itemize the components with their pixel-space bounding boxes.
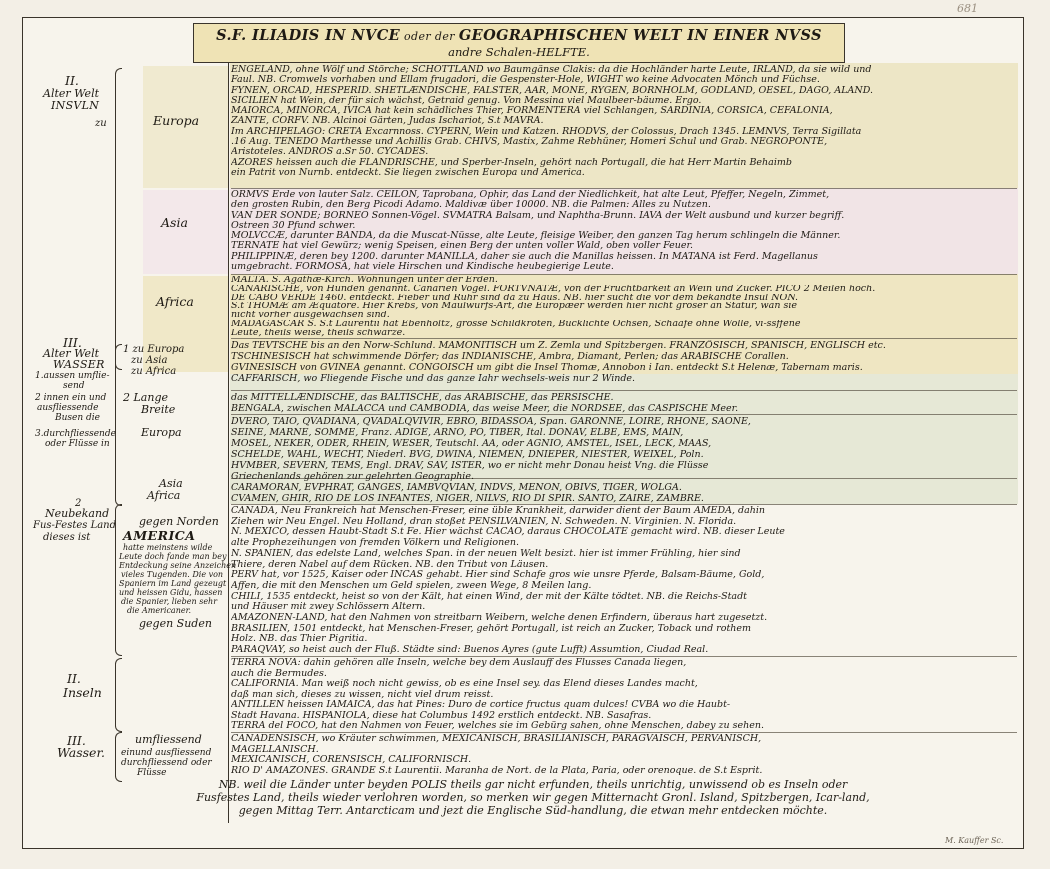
label-w-fl-africa: Africa xyxy=(147,489,181,502)
separator xyxy=(231,390,1017,391)
label-inseln-2: INSVLN xyxy=(51,99,100,112)
table-row: Im ARCHIPELAGO: CRETA Excarnnoss. CYPERN, Wein und Katzen. RHODVS, der Colossus, Drach 1345. LEMNVS, Terra Sigillata xyxy=(231,126,862,137)
table-row: HVMBER, SEVERN, TEMS, Engl. DRAV, SAV, ISTER, wo er nicht mehr Donau heist Vng. die Flüsse xyxy=(231,460,709,471)
title-part-3: GEOGRAPHISCHEN WELT IN EINER NVSS xyxy=(458,27,822,44)
table-row: PERV hat, vor 1525, Kaiser oder INCAS gehabt. Hier sind Schafe gros wie unsre Pferde, Balsam-Bäume, Gold, xyxy=(231,570,765,581)
label-am-2: Leute doch fande man bey xyxy=(119,552,227,561)
table-row: PARAQVAY, so heist auch der Fluß. Städte sind: Buenos Ayres (gute Lufft) Assumtion, Ciudad Real. xyxy=(231,645,709,656)
table-row: das MITTELLÆNDISCHE, das BALTISCHE, das ARABISCHE, das PERSISCHE. xyxy=(231,392,614,403)
label-wasser-3: 1.aussen umflie- xyxy=(35,371,110,381)
title-part-2: oder der xyxy=(400,30,459,43)
table-row: und Häuser mit zwey Schlössern Altern. xyxy=(231,602,426,613)
label-asia: Asia xyxy=(161,215,188,230)
table-row: PHILIPPINÆ, deren bey 1200. darunter MANILLA, daher sie auch die Manillas heissen. In MATANA ist Ferd. Magellanus xyxy=(231,251,818,262)
label-w-asia: zu Asia xyxy=(131,355,168,366)
label-w-busen: Busen die xyxy=(55,413,100,423)
label-am-4: vieles Tugenden. Die von xyxy=(121,570,224,579)
label-was-head: III. xyxy=(67,733,86,748)
label-inseln-zu: zu xyxy=(95,118,107,129)
table-row: CANARISCHE, von Hunden genannt. Canarien Vogel. FORTVNATÆ, von der Fruchtbarkeit an Wein und Zucker. PICO 2 Meilen hoch. xyxy=(231,284,876,294)
label-amerika: AMERICA xyxy=(123,528,196,543)
label-wasser-1: Alter Welt xyxy=(43,347,100,360)
label-neu-head: 2 xyxy=(75,498,82,509)
table-row: Holz. NB. das Thier Pigritia. xyxy=(231,634,368,645)
table-row: DVERO, TAIO, QVADIANA, QVADALQVIVIR, EBRO, BIDASSOA, Span. GARONNE, LOIRE, RHONE, SAONE, xyxy=(231,416,751,427)
table-row: SCHELDE, WAHL, WECHT, Niederl. BVG, DWINA, NIEMEN, DNIEPER, NIESTER, WEIXEL, Poln. xyxy=(231,449,704,460)
brace-ins xyxy=(115,658,122,732)
table-row: .16 Aug. TENEDO Marthesse und Achillis Grab. CHIVS, Mastix, Zahme Rebhüner, Homeri Schul und Grab. NEGROPONTE, xyxy=(231,137,828,148)
label-w-africa: zu Africa xyxy=(131,366,177,377)
rows-wasser-busen xyxy=(231,392,1017,414)
label-w-flusse: oder Flüsse in xyxy=(45,439,110,449)
engraver-signature: M. Kauffer Sc. xyxy=(945,836,1004,845)
label-lange: 2 Lange xyxy=(123,391,168,404)
label-umfl-4: Flüsse xyxy=(137,768,167,778)
label-am-5: Spaniern im Land gezeugt xyxy=(119,579,227,588)
rows-wasser-aussen xyxy=(231,340,1017,390)
separator xyxy=(231,338,1017,339)
label-am-6: und heissen Gidu, hassen xyxy=(119,588,223,597)
table-row: AMAZONEN-LAND, hat den Nahmen von streitbarn Weibern, welche denen Erfindern, überaus hart zugesetzt. xyxy=(231,613,768,624)
label-wasser-4: send xyxy=(63,381,85,391)
label-europa: Europa xyxy=(153,113,200,128)
rows-europa xyxy=(231,65,1017,188)
table-row: FYNEN, ORCAD, HESPERID. SHETLÆNDISCHE, FALSTER, AAR, MONE, RYGEN, BORNHOLM, GODLAND, OESEL, DAGO, ALAND. xyxy=(231,85,873,96)
rows-amerika xyxy=(231,506,1017,656)
page-number: 681 xyxy=(957,2,978,15)
rows-flusse xyxy=(231,416,1017,504)
separator xyxy=(231,732,1017,733)
title xyxy=(194,27,844,44)
table-row: den grosten Rubin, den Berg Picodi Adamo. Maldivæ über 10000. NB. die Palmen: Alles zu Nutzen. xyxy=(231,200,711,211)
table-row: MAIORCA, MINORCA, IVICA hat kein schädliches Thier, FORMENTERA viel Schlangen, SARDINIA, CORSICA, CEFALONIA, xyxy=(231,106,833,117)
table-row: BRASILIEN, 1501 entdeckt, hat Menschen-Freser, gehört Portugall, ist reich an Zucker, Toback und rothem xyxy=(231,623,752,634)
label-inseln-1: Alter Welt xyxy=(43,87,100,100)
table-row: daß man sich, dieses zu wissen, nicht viel drum reisst. xyxy=(231,689,494,700)
table-row: ENGELAND, ohne Wölf und Störche; SCHOTTLAND wo Baumgänse Clakis: da die Hochländer harte Leute, IRLAND, da sie wild und xyxy=(231,65,872,75)
table-row: Griechenlands gehören zur gelehrten Geographie. xyxy=(231,471,474,482)
label-umfl-3: durchfliessend oder xyxy=(121,758,212,768)
label-inseln-head: II. xyxy=(65,73,79,88)
label-neu-3: dieses ist xyxy=(43,532,91,543)
table-row: auch die Bermudes. xyxy=(231,668,327,679)
label-am-1: hatte meinstens wilde xyxy=(123,543,213,552)
label-wasser-2: WASSER xyxy=(53,358,105,371)
table-row: MAGELLANISCH. xyxy=(231,744,319,755)
table-row: CARAMORAN, EVPHRAT, GANGES, IAMBVQVIAN, INDVS, MENON, OBIVS, TIGER, WOLGA. xyxy=(231,482,682,493)
table-row: Das TEVTSCHE bis an den Norw-Schlund. MAMONITISCH um Z. Zemla und Spitzbergen. FRANZÖSISCH, SPANISCH, ENGLISCH etc. xyxy=(231,340,886,351)
label-neu-2: Fus-Festes Land xyxy=(33,520,117,531)
table-row: ZANTE, CORFV. NB. Alcinoi Gärten, Judas Ischariot, S.t MAVRA. xyxy=(231,116,544,127)
table-row: VAN DER SONDE; BORNEO Sonnen-Vögel. SVMATRA Balsam, und Naphtha-Brunn. IAVA der Welt ausbund und kurzer begriff. xyxy=(231,210,845,221)
label-am-8: die Americaner. xyxy=(127,606,192,615)
rows-asia xyxy=(231,190,1017,274)
table-row: MOSEL, NEKER, ODER, RHEIN, WESER, Teutschl. AA, oder AGNIO, AMSTEL, ISEL, LECK, MAAS, xyxy=(231,438,712,449)
label-was-1: Wasser. xyxy=(57,745,106,760)
table-row: Faul. NB. Cromwels vorhaben und Ellam frugadori, die Gespenster-Hole, WIGHT wo keine Advocaten Mönch und Füchse. xyxy=(231,75,820,86)
footnote-line: NB. weil die Länder unter beyden POLIS theils gar nicht erfunden, theils unrichtig, unwissend ob es Inseln oder xyxy=(218,778,848,791)
table-row: umgebracht. FORMOSA, hat viele Hirschen und Kindische heubegierige Leute. xyxy=(231,262,614,273)
table-row: RIO D' AMAZONES. GRANDE S.t Laurentii. Maranha de Nort. de la Plata, Paria, oder orenoque. de S.t Esprit. xyxy=(231,765,763,776)
table-row: SEINE, MARNE, SOMME, Franz. ADIGE, ARNO, PO, TIBER, Ital. DONAV, ELBE, EMS, MAIN, xyxy=(231,427,684,438)
table-row: CANADENSISCH, wo Kräuter schwimmen, MEXICANISCH, BRASILIANISCH, PARAGVAISCH, PERVANISCH, xyxy=(231,734,762,744)
label-w-ausfl: ausfliessende xyxy=(37,403,99,413)
table-row: Ziehen wir Neu Engel. Neu Holland, dran stoßet PENSILVANIEN, N. Schweden. N. Virginien. N. Florida. xyxy=(231,516,737,527)
separator xyxy=(231,188,1017,189)
table-row: SICILIEN hat Wein, der für sich wächst, Getraid genug. Von Messina viel Maulbeer-bäume. Ergo. xyxy=(231,95,702,106)
table-row: DE CABO VERDE 1460. entdeckt. Fieber und Ruhr sind da zu Haus. NB. hier sucht die vor dem bekandte Insul NON. xyxy=(231,293,799,303)
column-divider xyxy=(228,63,229,823)
title-part-1: S.F. ILIADIS IN NVCE xyxy=(216,27,401,44)
table-row: CVAMEN, GHIR, RIO DE LOS INFANTES, NIGER, NILVS, RIO DI SPIR. SANTO, ZAIRE, ZAMBRE. xyxy=(231,493,704,504)
table-row: MALTA. S. Agathæ-Kirch. Wohnungen unter der Erden. xyxy=(231,276,498,285)
table-row: BENGALA, zwischen MALACCA und CAMBODIA, das weise Meer, die NORDSEE, das CASPISCHE Meer. xyxy=(231,403,739,414)
title-line-2: andre Schalen-HELFTE. xyxy=(448,45,590,59)
label-w-fl-asia: Asia xyxy=(159,477,183,490)
table-row: TERRA NOVA: dahin gehören alle Inseln, welche bey dem Auslauff des Flusses Canada liegen, xyxy=(231,658,687,668)
rows-africa xyxy=(231,276,1017,338)
title-box xyxy=(193,23,845,63)
label-ins-head: II. xyxy=(67,671,81,686)
footnote-line: Fusfestes Land, theils wieder verlohren worden, so merken wir gegen Mitternacht Gronl. Island, Spitzbergen, Icar-land, xyxy=(196,791,870,804)
table-row: CANADA, Neu Frankreich hat Menschen-Freser, eine üble Krankheit, darwider dient der Baum AMEDA, dahin xyxy=(231,506,766,516)
plate xyxy=(22,17,1024,849)
table-row: CHILI, 1535 entdeckt, heist so von der Kält, hat einen Wind, der mit der Kälte tödtet. NB. die Reichs-Stadt xyxy=(231,591,747,602)
label-am-3: Entdeckung seine Anzeichen xyxy=(119,561,237,570)
brace-wasser xyxy=(115,344,122,506)
label-w-durchfl: 3.durchfliessende xyxy=(35,429,116,439)
label-w-europa: 1 zu Europa xyxy=(123,344,185,355)
table-row: Aristoteles. ANDROS a.Sr 50. CYCADES. xyxy=(231,147,429,158)
footnote xyxy=(53,778,1013,817)
table-row: S.t THOMÆ am Æquatore. Hier Krebs, von Maulwurfs-Art, die Europæer werden hier nicht gröser an Statur, wan sie xyxy=(231,302,797,312)
separator xyxy=(231,414,1017,415)
table-row: CALIFORNIA. Man weiß noch nicht gewiss, ob es eine Insel sey. das Elend dieses Landes macht, xyxy=(231,679,698,689)
label-sud: gegen Suden xyxy=(139,617,212,630)
table-row: N. MEXICO, dessen Haubt-Stadt S.t Fe. Hier wächst CACAO, daraus CHOCOLATE gemacht wird. NB. dieser Leute xyxy=(231,527,785,538)
table-row: TERNATE hat viel Gewürz; wenig Speisen, einen Berg der unten voller Wald, oben voller Feuer. xyxy=(231,241,694,252)
table-row: ORMVS Erde von lauter Salz. CEILON, Taprobana, Ophir, das Land der Niedlichkeit, hat alte Leut, Pfeffer, Negeln, Zimmet, xyxy=(231,190,830,200)
label-neu-1: Neubekand xyxy=(45,507,110,520)
label-w-fl-europa: Europa xyxy=(141,426,182,439)
table-row: Thiere, deren Nabel auf dem Rücken. NB. den Tribut von Läusen. xyxy=(231,559,549,570)
table-row: TSCHINESISCH hat schwimmende Dörfer; das INDIANISCHE, Ambra, Diamant, Perlen; das ARABISCHE Corallen. xyxy=(231,351,789,362)
table-row: Ostreen 30 Pfund schwer. xyxy=(231,220,356,231)
separator xyxy=(231,274,1017,275)
separator xyxy=(231,656,1017,657)
table-row: Leute, theils weise, theils schwarze. xyxy=(231,328,406,338)
table-row: MADAGASCAR S. S.t Laurentii hat Ebenholtz, grosse Schildkroten, Bucklichte Ochsen, Schaafe ohne Wolle, vi-ssffene xyxy=(231,319,801,329)
label-am-7: die Spanier, lieben sehr xyxy=(121,597,218,606)
label-africa: Africa xyxy=(156,294,194,309)
label-nord: gegen Norden xyxy=(139,515,219,528)
table-row: TERRA del FOCO, hat den Nahmen von Feuer, welches sie im Gebürg sahen, ohne Menschen, dabey zu sehen. xyxy=(231,721,765,731)
brace-inseln xyxy=(115,68,122,370)
label-umfl-2: einund ausfliessend xyxy=(121,748,212,758)
band-left-asia xyxy=(143,190,229,274)
separator xyxy=(231,504,1017,505)
table-row: alte Prophezeihungen von fremden Völkern und Religionen. xyxy=(231,538,519,549)
table-row: N. SPANIEN, das edelste Land, welches Span. in der neuen Welt besizt. hier ist immer Frühling, hier sind xyxy=(231,548,741,559)
label-wasser-head: III. xyxy=(63,335,82,350)
rows-inseln xyxy=(231,658,1017,732)
label-ins-1: Inseln xyxy=(63,685,102,700)
table-row: CAFFARISCH, wo Fliegende Fische und das ganze Iahr wechsels-weis nur 2 Winde. xyxy=(231,373,636,384)
label-umfl: umfliessend xyxy=(135,733,202,746)
table-row: AZORES heissen auch die FLANDRISCHE, und Sperber-Inseln, gehört nach Portugall, die hat Herr Martin Behaimb xyxy=(231,157,792,168)
table-row: ein Patrit von Nurnb. entdeckt. Sie liegen zwischen Europa und America. xyxy=(231,167,585,178)
label-breite: Breite xyxy=(141,403,176,416)
label-w-innen: 2 innen ein und xyxy=(35,393,107,403)
table-row: Affen, die mit den Menschen um Geld spielen, zween Wege, 8 Meilen lang. xyxy=(231,580,592,591)
footnote-line: gegen Mittag Terr. Antarcticam und jezt die Englische Süd-handlung, die etwan mehr entdecken möchte. xyxy=(238,804,828,817)
table-row: nicht vorher ausgewachsen sind. xyxy=(231,311,390,320)
rows-wasser xyxy=(231,734,1017,778)
table-row: MEXICANISCH, CORENSISCH, CALIFORNISCH. xyxy=(231,755,472,765)
table-row: GVINESISCH von GVINEA genannt. CONGOISCH um gibt die Insel Thomæ, Annobon i Ian. entdeckt S.t Helenæ, Tabernam maris. xyxy=(231,362,863,373)
table-row: Stadt Havana. HISPANIOLA, diese hat Columbus 1492 erstlich entdeckt. NB. Sasafras. xyxy=(231,710,652,721)
table-row: MOLVCCÆ, darunter BANDA, da die Muscat-Nüsse, alte Leute, fleisige Weiber, den ganzen Tag herum schlingeln die Männer. xyxy=(231,231,841,242)
table-row: ANTILLEN heissen IAMAICA, das hat Pines: Duro de cortice fructus quam dulces! CVBA wo die Haubt- xyxy=(231,700,731,710)
